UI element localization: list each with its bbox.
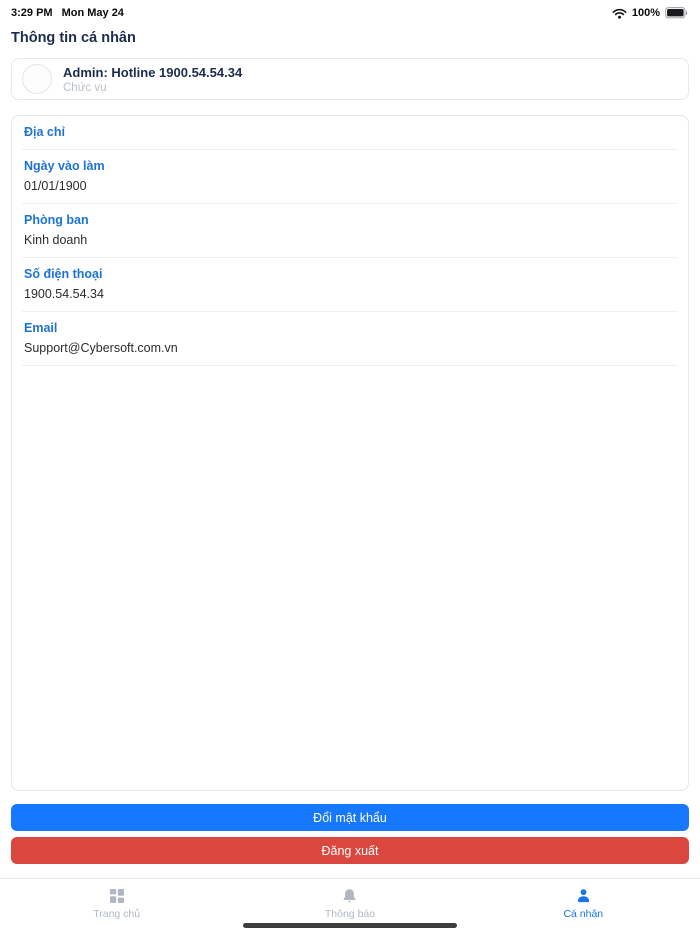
home-indicator[interactable] bbox=[243, 923, 457, 928]
logout-button[interactable]: Đăng xuất bbox=[11, 837, 689, 864]
profile-role: Chức vụ bbox=[63, 81, 107, 94]
tab-profile-label: Cá nhân bbox=[563, 908, 604, 920]
status-bar bbox=[0, 0, 700, 24]
avatar bbox=[22, 64, 52, 94]
page-title: Thông tin cá nhân bbox=[11, 30, 136, 46]
info-card bbox=[11, 115, 689, 791]
info-row-label: Số điện thoại bbox=[24, 267, 103, 281]
wifi-icon bbox=[612, 8, 627, 19]
info-row-value: 1900.54.54.34 bbox=[24, 287, 104, 301]
battery-icon bbox=[665, 7, 689, 19]
profile-name: Admin: Hotline 1900.54.54.34 bbox=[63, 64, 243, 80]
tab-notifications-label: Thông báo bbox=[324, 908, 376, 920]
battery-percent: 100% bbox=[631, 7, 660, 19]
info-row-label: Ngày vào làm bbox=[24, 159, 105, 173]
tab-notifications[interactable] bbox=[305, 888, 395, 920]
info-row bbox=[22, 150, 678, 204]
tab-profile[interactable] bbox=[538, 888, 628, 920]
info-row-value: Kinh doanh bbox=[24, 233, 88, 247]
status-date: Mon May 24 bbox=[61, 7, 124, 19]
info-row-label: Email bbox=[24, 321, 58, 335]
info-row-label: Địa chỉ bbox=[24, 125, 65, 139]
change-password-button[interactable]: Đổi mật khẩu bbox=[11, 804, 689, 831]
status-time: 3:29 PM bbox=[11, 7, 53, 19]
person-icon bbox=[576, 888, 591, 904]
dashboard-icon bbox=[109, 888, 125, 904]
info-row-value: 01/01/1900 bbox=[24, 179, 87, 193]
tab-home[interactable] bbox=[72, 888, 162, 920]
info-row bbox=[22, 312, 678, 366]
bell-icon bbox=[342, 888, 357, 904]
info-row bbox=[22, 116, 678, 150]
profile-card bbox=[11, 58, 689, 100]
info-row-label: Phòng ban bbox=[24, 213, 89, 227]
tab-home-label: Trang chủ bbox=[93, 908, 141, 920]
info-row bbox=[22, 204, 678, 258]
info-row bbox=[22, 258, 678, 312]
info-row-value: Support@Cybersoft.com.vn bbox=[24, 341, 178, 355]
